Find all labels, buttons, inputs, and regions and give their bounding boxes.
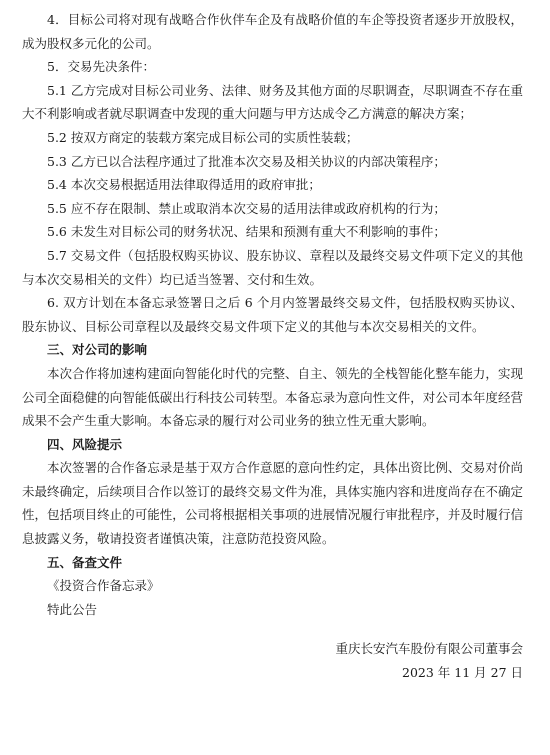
clause-5-4: 5.4 本次交易根据适用法律取得适用的政府审批； bbox=[47, 177, 321, 193]
section-3-title: 三、对公司的影响 bbox=[47, 342, 148, 358]
clause-5-5: 5.5 应不存在限制、禁止或取消本次交易的适用法律或政府机构的行为； bbox=[47, 200, 446, 216]
section-5-title: 五、备查文件 bbox=[47, 554, 123, 570]
clause-5-2: 5.2 按双方商定的装载方案完成目标公司的实质性装载； bbox=[47, 129, 359, 145]
closing-remark: 特此公告 bbox=[47, 601, 98, 617]
section-3-body: 本次合作将加速构建面向智能化时代的完整、自主、领先的全栈智能化整车能力，实现公司全面稳健的向智能低碳出行科技公司转型。本备忘录为意向性文件，对公司本年度经营成果不会产生重大影响。本备忘录的履行对公司业务的独立性无重大影响。 bbox=[22, 365, 523, 429]
clause-4: 4．目标公司将对现有战略合作伙伴车企及有战略价值的车企等投资者逐步开放股权，成为股权多元化的公司。 bbox=[22, 12, 523, 51]
clause-5-3: 5.3 乙方已以合法程序通过了批准本次交易及相关协议的内部决策程序； bbox=[47, 153, 446, 169]
clause-5-heading: 5．交易先决条件： bbox=[47, 59, 155, 75]
signature-date: 2023 年 11 月 27 日 bbox=[402, 665, 523, 681]
section-4-body: 本次签署的合作备忘录是基于双方合作意愿的意向性约定，具体出资比例、交易对价尚未最终确定，后续项目合作以签订的最终交易文件为准，具体实施内容和进度尚存在不确定性，包括项目终止的可能性，公司将根据相关事项的进展情况履行审批程序，并及时履行信息披露义务，敬请投资者谨慎决策，注意防范投资风险。 bbox=[22, 460, 523, 547]
clause-6: 6. 双方计划在本备忘录签署日之后 6 个月内签署最终交易文件，包括股权购买协议、股东协议、目标公司章程以及最终交易文件项下定义的其他与本次交易相关的文件。 bbox=[22, 295, 523, 334]
reference-document: 《投资合作备忘录》 bbox=[47, 578, 160, 594]
clause-5-6: 5.6 未发生对目标公司的财务状况、结果和预测有重大不利影响的事件； bbox=[47, 224, 446, 240]
clause-5-1: 5.1 乙方完成对目标公司业务、法律、财务及其他方面的尽职调查，尽职调查不存在重大不利影响或者就尽职调查中发现的重大问题与甲方达成令乙方满意的解决方案； bbox=[22, 82, 523, 122]
clause-5-7: 5.7 交易文件（包括股权购买协议、股东协议、章程以及最终交易文件项下定义的其他与本次交易相关的文件）均已适当签署、交付和生效。 bbox=[22, 247, 523, 287]
section-4-title: 四、风险提示 bbox=[47, 436, 123, 452]
spacer bbox=[22, 621, 523, 637]
signature-company: 重庆长安汽车股份有限公司董事会 bbox=[335, 641, 523, 657]
